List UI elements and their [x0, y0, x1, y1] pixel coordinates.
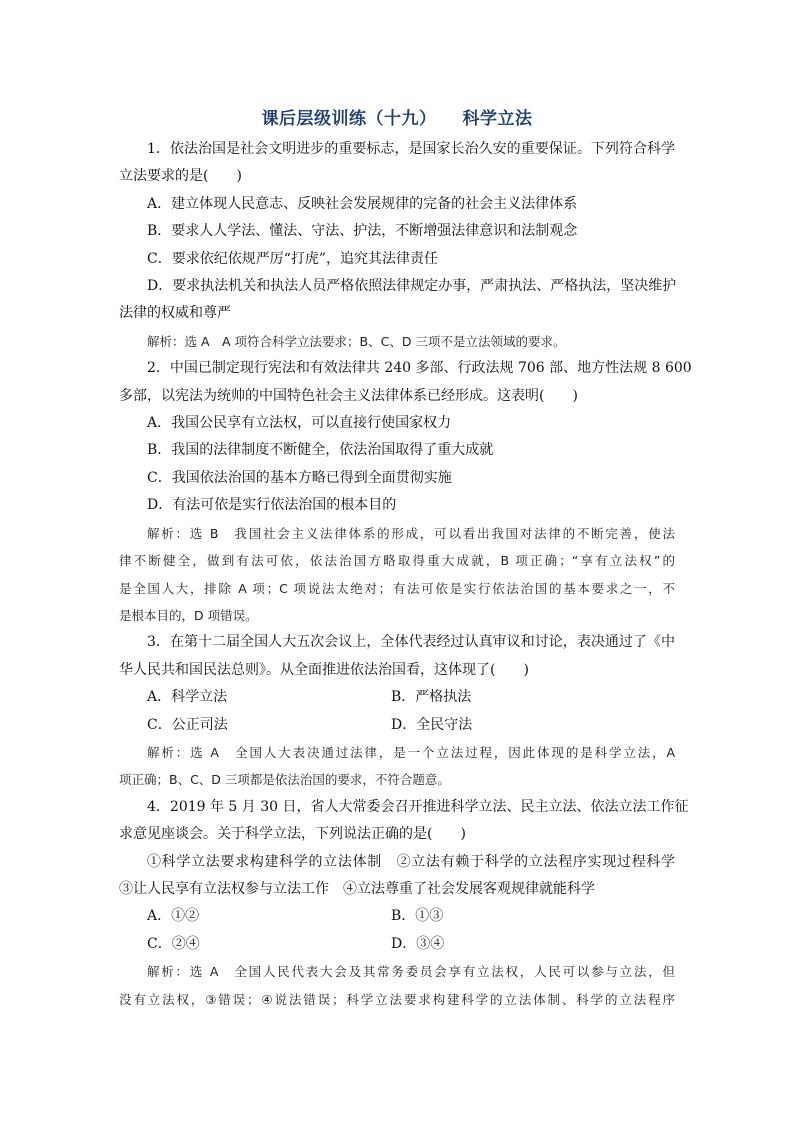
question-3-options-row-1 [119, 684, 675, 711]
page-title [0, 104, 794, 129]
question-4-option-b: B．①③ [391, 908, 444, 925]
question-2-analysis-cont-1: 律不断健全，做到有法可依，依法治国方略取得重大成就，B 项正确；“享有立法权”的 [119, 553, 675, 569]
question-1-option-c: C．要求依纪依规严厉“打虎”，追究其法律责任 [147, 250, 439, 267]
question-4-option-c: C．②④ [147, 935, 200, 952]
question-2-option-d: D．有法可依是实行依法治国的根本目的 [147, 497, 397, 514]
question-1-stem: 1．依法治国是社会文明进步的重要标志，是国家长治久安的重要保证。下列符合科学 [147, 141, 675, 157]
question-2-stem: 2．中国已制定现行宪法和有效法律共 240 多部、行政法规 706 部、地方性法规 8 600 [147, 360, 692, 377]
question-4-analysis-cont: 没有立法权，③错误；④说法错误；科学立法要求构建科学的立法体制、科学的立法程序 [119, 991, 675, 1007]
question-1-option-a: A．建立体现人民意志、反映社会发展规律的完备的社会主义法律体系 [147, 195, 578, 212]
question-1-stem-cont: 立法要求的是( ) [119, 168, 242, 185]
question-4-options-row-1 [119, 903, 675, 930]
question-4-analysis: 解析：选 A 全国人民代表大会及其常务委员会享有立法权，人民可以参与立法，但 [147, 964, 675, 980]
title-main: 课后层级训练（十九） [261, 109, 437, 129]
question-4-option-d: D．③④ [391, 935, 445, 952]
question-4-statements-2: ③让人民享有立法权参与立法工作 ④立法尊重了社会发展客观规律就能科学 [119, 880, 595, 897]
question-2-stem-cont: 多部，以宪法为统帅的中国特色社会主义法律体系已经形成。这表明( ) [119, 387, 578, 404]
question-3-option-d: D．全民守法 [391, 716, 473, 733]
question-2-analysis: 解析：选 B 我国社会主义法律体系的形成，可以看出我国对法律的不断完善，使法 [147, 525, 675, 541]
question-3-stem: 3．在第十二届全国人大五次会议上，全体代表经过认真审议和讨论，表决通过了《中 [147, 634, 675, 651]
question-content [119, 136, 692, 1013]
question-4-stem: 4．2019 年 5 月 30 日，省人大常委会召开推进科学立法、民主立法、依法立法工作征 [147, 798, 689, 815]
question-2-analysis-cont-2: 是全国人大，排除 A 项；C 项说法太绝对；有法可依是实行依法治国的基本要求之一，不 [119, 580, 675, 596]
question-1-option-d-cont: 法律的权威和尊严 [119, 305, 231, 322]
question-2-analysis-cont-3: 是根本目的，D 项错误。 [119, 607, 258, 623]
question-3-option-c: C．公正司法 [147, 716, 228, 733]
title-topic: 科学立法 [462, 109, 533, 129]
question-2-option-b: B．我国的法律制度不断健全，依法治国取得了重大成就 [147, 442, 494, 459]
question-3-options-row-2 [119, 712, 675, 739]
question-1-analysis: 解析：选 A A 项符合科学立法要求；B、C、D 三项不是立法领域的要求。 [147, 333, 566, 349]
question-2-option-c: C．我国依法治国的基本方略已得到全面贯彻实施 [147, 469, 452, 486]
question-3-option-b: B．严格执法 [391, 689, 472, 706]
question-4-option-a: A．①② [147, 908, 200, 925]
question-3-analysis-cont: 项正确；B、C、D 三项都是依法治国的要求，不符合题意。 [119, 772, 450, 788]
question-3-option-a: A．科学立法 [147, 689, 228, 706]
question-1-option-d: D．要求执法机关和执法人员严格依照法律规定办事，严肃执法、严格执法，坚决维护 [147, 278, 677, 295]
question-3-stem-cont: 华人民共和国民法总则》。从全面推进依法治国看，这体现了( ) [119, 661, 529, 678]
question-3-analysis: 解析：选 A 全国人大表决通过法律，是一个立法过程，因此体现的是科学立法，A [147, 744, 675, 760]
question-4-options-row-2 [119, 931, 675, 958]
question-1-option-b: B．要求人人学法、懂法、守法、护法，不断增强法律意识和法制观念 [147, 223, 578, 240]
question-4-statements-1: ①科学立法要求构建科学的立法体制 ②立法有赖于科学的立法程序实现过程科学 [147, 853, 675, 870]
question-2-option-a: A．我国公民享有立法权，可以直接行使国家权力 [147, 415, 452, 432]
question-4-stem-cont: 求意见座谈会。关于科学立法，下列说法正确的是( ) [119, 826, 466, 843]
